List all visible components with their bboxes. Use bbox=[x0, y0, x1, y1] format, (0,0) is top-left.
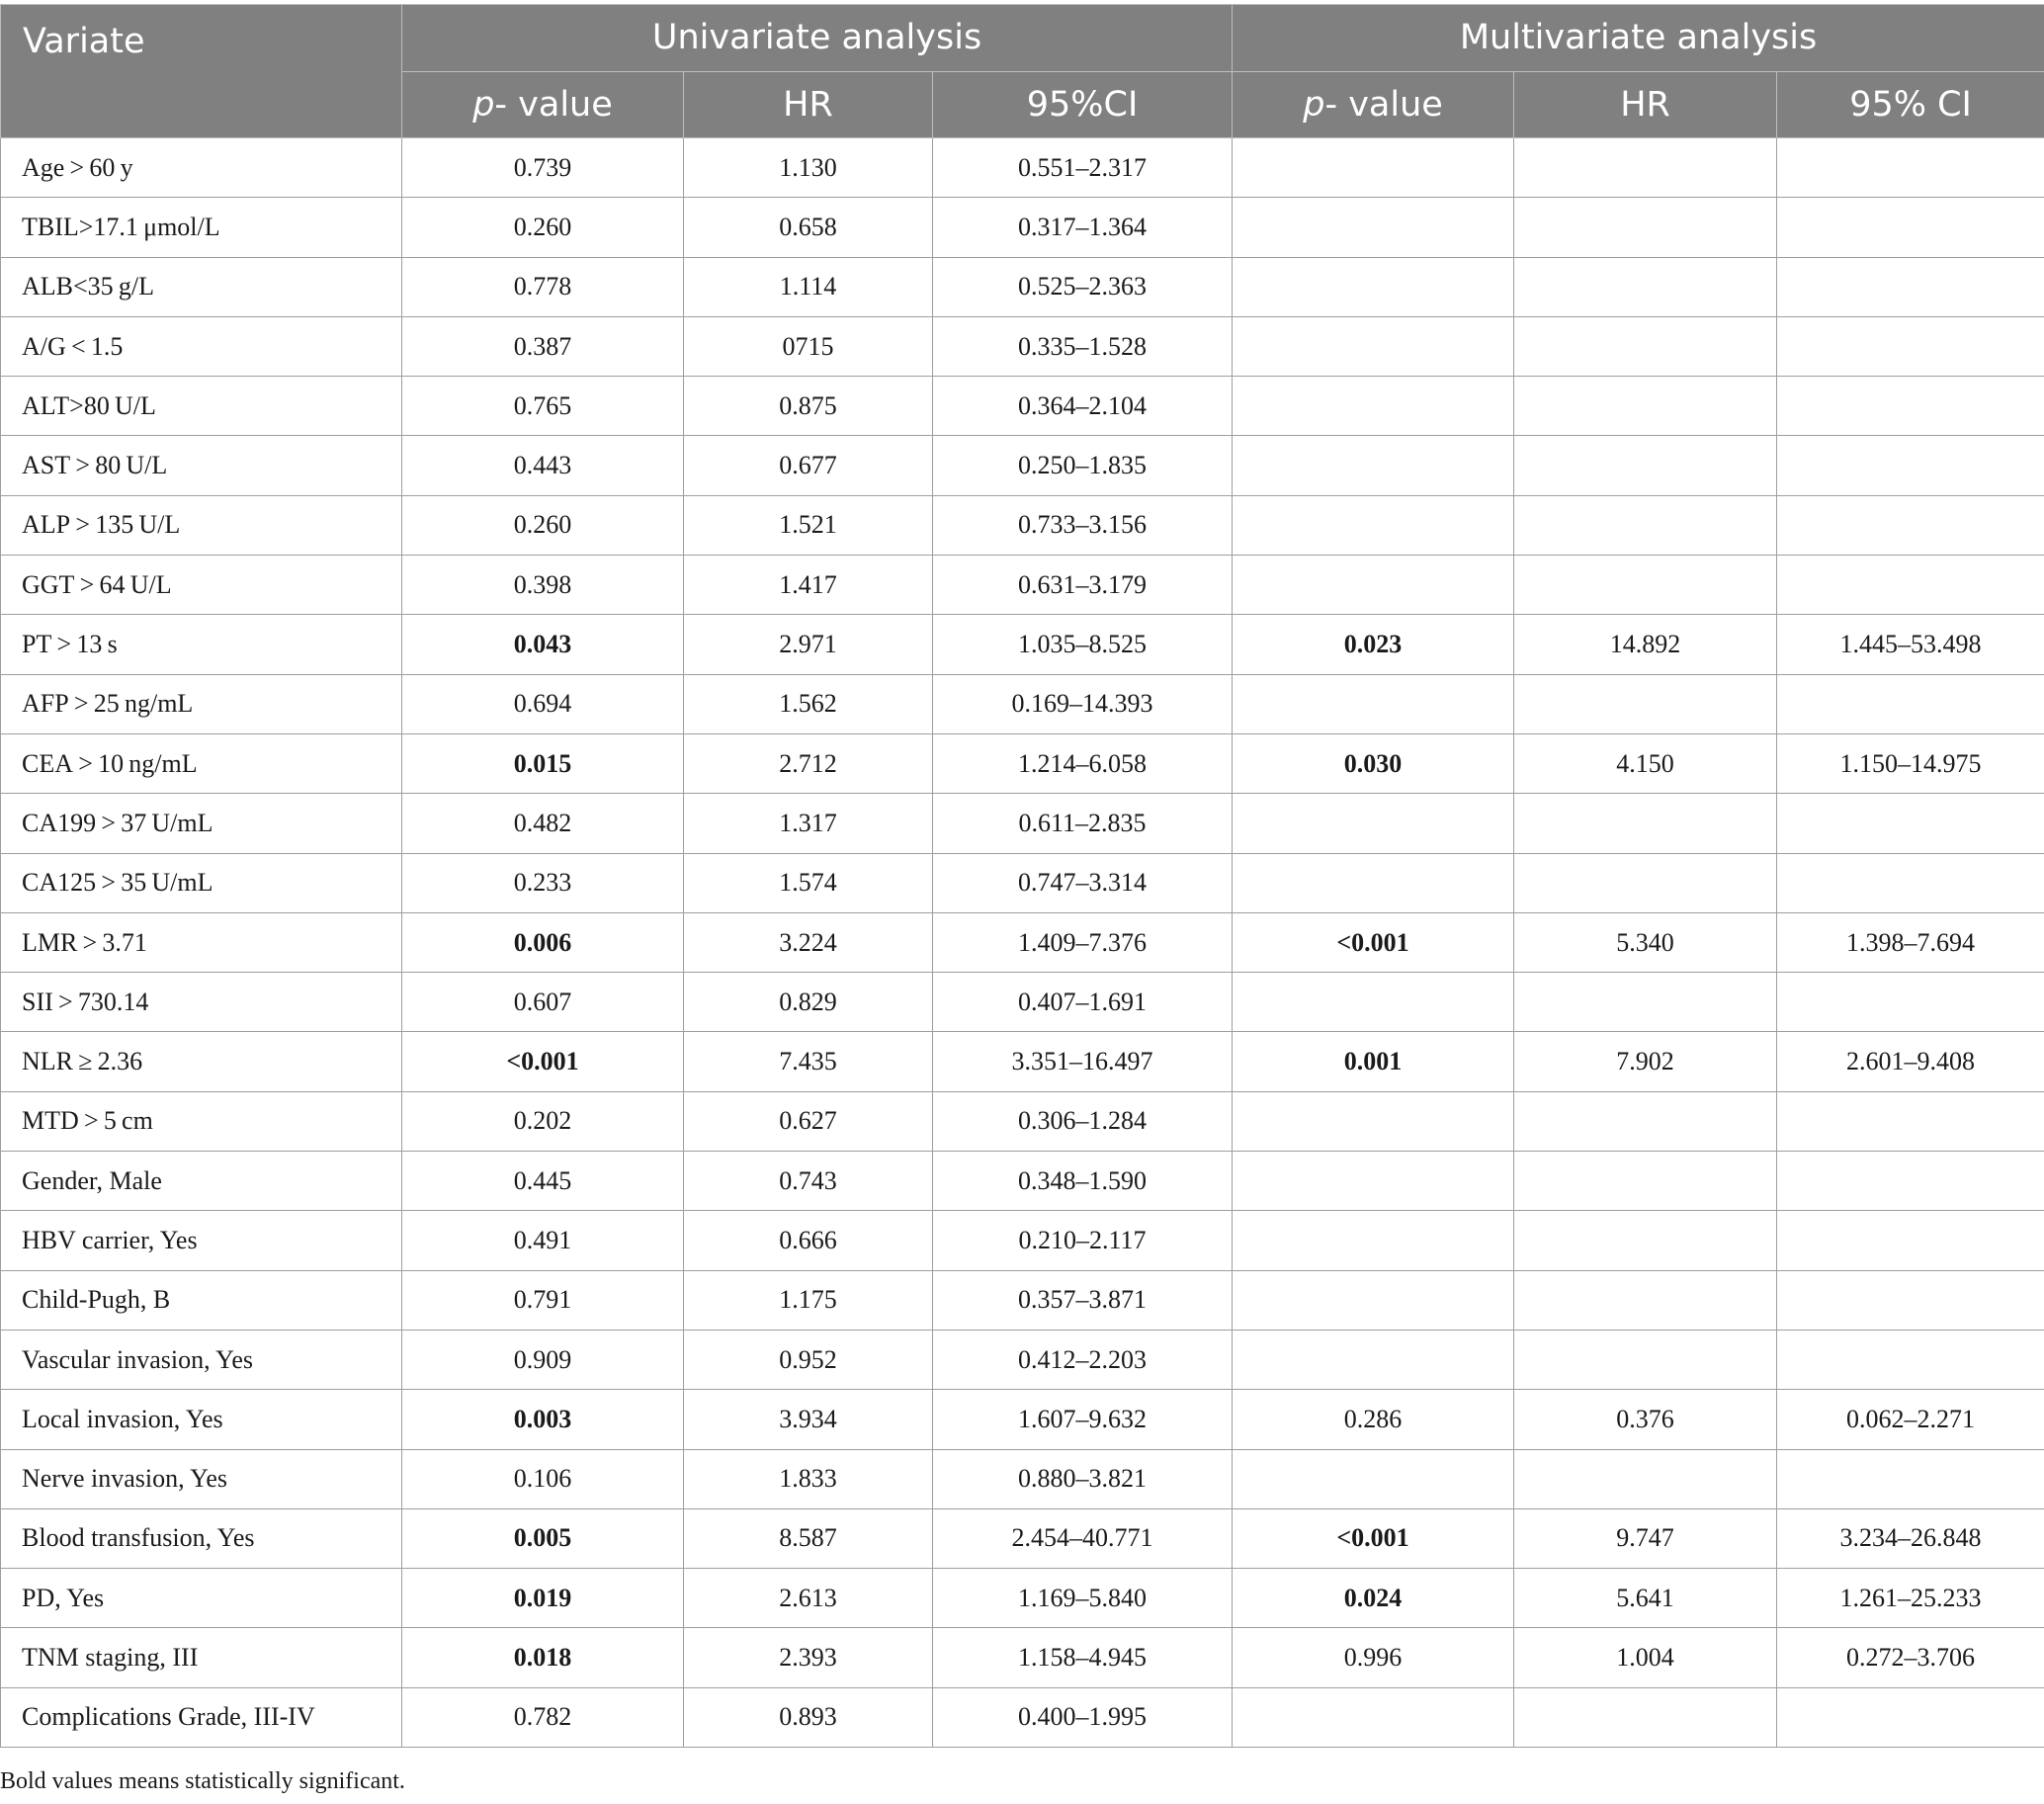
cell-variate: PT > 13 s bbox=[1, 615, 402, 674]
cell-uni-ci: 0.348–1.590 bbox=[933, 1152, 1233, 1211]
cell-uni-p-value: 0.445 bbox=[402, 1152, 684, 1211]
table-row bbox=[1, 257, 2044, 316]
cell-uni-ci: 0.400–1.995 bbox=[933, 1687, 1233, 1747]
table-row bbox=[1, 1687, 2044, 1747]
cell-variate: AFP > 25 ng/mL bbox=[1, 674, 402, 733]
cell-uni-ci: 0.306–1.284 bbox=[933, 1091, 1233, 1151]
cell-multi-hr: 5.340 bbox=[1514, 912, 1777, 972]
cell-uni-hr: 1.114 bbox=[684, 257, 933, 316]
table-row bbox=[1, 1569, 2044, 1628]
cell-uni-hr: 2.393 bbox=[684, 1628, 933, 1687]
cell-multi-hr bbox=[1514, 1449, 1777, 1508]
cell-uni-hr: 8.587 bbox=[684, 1508, 933, 1568]
cell-variate: CA199 > 37 U/mL bbox=[1, 794, 402, 853]
cell-multi-p-value bbox=[1233, 436, 1514, 495]
header-multi-hr: HR bbox=[1514, 72, 1777, 138]
header-uni-p-rest: - value bbox=[494, 84, 613, 125]
table-row bbox=[1, 138, 2044, 198]
cell-multi-ci: 0.062–2.271 bbox=[1777, 1390, 2044, 1449]
cell-uni-ci: 0.880–3.821 bbox=[933, 1449, 1233, 1508]
header-multivariate: Multivariate analysis bbox=[1233, 5, 2044, 72]
cell-multi-hr bbox=[1514, 556, 1777, 615]
cell-variate: Gender, Male bbox=[1, 1152, 402, 1211]
cell-uni-ci: 0.357–3.871 bbox=[933, 1270, 1233, 1330]
cell-multi-p-value bbox=[1233, 1330, 1514, 1389]
cell-uni-hr: 0.875 bbox=[684, 377, 933, 436]
cell-uni-p-value: 0.260 bbox=[402, 495, 684, 555]
cell-multi-ci bbox=[1777, 1091, 2044, 1151]
cell-uni-p-value: 0.607 bbox=[402, 973, 684, 1032]
header-uni-ci: 95%CI bbox=[933, 72, 1233, 138]
cell-uni-p-value: 0.202 bbox=[402, 1091, 684, 1151]
cell-uni-hr: 1.417 bbox=[684, 556, 933, 615]
cell-variate: TBIL>17.1 μmol/L bbox=[1, 198, 402, 257]
cell-multi-ci bbox=[1777, 316, 2044, 376]
cell-uni-ci: 0.210–2.117 bbox=[933, 1211, 1233, 1270]
table-row bbox=[1, 198, 2044, 257]
cell-multi-hr: 4.150 bbox=[1514, 733, 1777, 793]
cell-multi-ci: 1.150–14.975 bbox=[1777, 733, 2044, 793]
cell-uni-p-value: 0.909 bbox=[402, 1330, 684, 1389]
cell-multi-hr bbox=[1514, 1330, 1777, 1389]
cell-uni-ci: 1.035–8.525 bbox=[933, 615, 1233, 674]
cell-multi-ci bbox=[1777, 138, 2044, 198]
cell-uni-hr: 3.224 bbox=[684, 912, 933, 972]
cell-multi-ci bbox=[1777, 495, 2044, 555]
cell-multi-hr bbox=[1514, 973, 1777, 1032]
cell-multi-hr bbox=[1514, 138, 1777, 198]
table-row bbox=[1, 556, 2044, 615]
header-uni-p-symbol: p bbox=[472, 84, 495, 125]
table-row bbox=[1, 316, 2044, 376]
cell-variate: Child-Pugh, B bbox=[1, 1270, 402, 1330]
cell-multi-hr bbox=[1514, 436, 1777, 495]
cell-uni-p-value: 0.006 bbox=[402, 912, 684, 972]
cell-uni-p-value: 0.005 bbox=[402, 1508, 684, 1568]
table-row bbox=[1, 1628, 2044, 1687]
cell-multi-p-value bbox=[1233, 1211, 1514, 1270]
cell-uni-p-value: 0.043 bbox=[402, 615, 684, 674]
cell-multi-ci: 2.601–9.408 bbox=[1777, 1032, 2044, 1091]
cell-multi-p-value bbox=[1233, 973, 1514, 1032]
cell-variate: Vascular invasion, Yes bbox=[1, 1330, 402, 1389]
cell-multi-p-value: 0.996 bbox=[1233, 1628, 1514, 1687]
cell-uni-ci: 0.169–14.393 bbox=[933, 674, 1233, 733]
cell-uni-hr: 0.627 bbox=[684, 1091, 933, 1151]
cell-multi-ci bbox=[1777, 556, 2044, 615]
cell-uni-p-value: 0.260 bbox=[402, 198, 684, 257]
table-row bbox=[1, 436, 2044, 495]
cell-multi-hr bbox=[1514, 794, 1777, 853]
cell-multi-p-value bbox=[1233, 1152, 1514, 1211]
cell-multi-hr bbox=[1514, 674, 1777, 733]
cell-variate: HBV carrier, Yes bbox=[1, 1211, 402, 1270]
cell-multi-hr: 1.004 bbox=[1514, 1628, 1777, 1687]
table-row bbox=[1, 1211, 2044, 1270]
cell-multi-ci: 1.261–25.233 bbox=[1777, 1569, 2044, 1628]
cell-multi-ci bbox=[1777, 198, 2044, 257]
cell-uni-ci: 1.607–9.632 bbox=[933, 1390, 1233, 1449]
cell-multi-hr bbox=[1514, 1270, 1777, 1330]
table-row bbox=[1, 912, 2044, 972]
cell-multi-p-value: 0.024 bbox=[1233, 1569, 1514, 1628]
cell-multi-hr: 9.747 bbox=[1514, 1508, 1777, 1568]
cell-uni-ci: 0.317–1.364 bbox=[933, 198, 1233, 257]
cell-multi-hr bbox=[1514, 1091, 1777, 1151]
cell-uni-hr: 0.677 bbox=[684, 436, 933, 495]
cell-multi-p-value bbox=[1233, 316, 1514, 376]
table-row bbox=[1, 1508, 2044, 1568]
cell-variate: Local invasion, Yes bbox=[1, 1390, 402, 1449]
cell-uni-hr: 0.658 bbox=[684, 198, 933, 257]
cell-uni-p-value: 0.233 bbox=[402, 853, 684, 912]
cell-uni-hr: 1.833 bbox=[684, 1449, 933, 1508]
cell-uni-p-value: 0.782 bbox=[402, 1687, 684, 1747]
header-uni-hr: HR bbox=[684, 72, 933, 138]
cell-variate: ALP > 135 U/L bbox=[1, 495, 402, 555]
cell-uni-ci: 0.733–3.156 bbox=[933, 495, 1233, 555]
cell-uni-p-value: 0.491 bbox=[402, 1211, 684, 1270]
cell-multi-ci: 1.398–7.694 bbox=[1777, 912, 2044, 972]
table-row bbox=[1, 1032, 2044, 1091]
cell-multi-hr: 14.892 bbox=[1514, 615, 1777, 674]
cell-multi-ci bbox=[1777, 853, 2044, 912]
cell-uni-ci: 1.409–7.376 bbox=[933, 912, 1233, 972]
cell-multi-ci bbox=[1777, 1211, 2044, 1270]
cell-variate: CA125 > 35 U/mL bbox=[1, 853, 402, 912]
table-row bbox=[1, 1270, 2044, 1330]
cell-multi-p-value bbox=[1233, 556, 1514, 615]
cell-uni-ci: 0.747–3.314 bbox=[933, 853, 1233, 912]
cell-multi-hr bbox=[1514, 198, 1777, 257]
cell-uni-ci: 1.214–6.058 bbox=[933, 733, 1233, 793]
cell-multi-p-value bbox=[1233, 198, 1514, 257]
cell-variate: ALT>80 U/L bbox=[1, 377, 402, 436]
cell-uni-hr: 1.130 bbox=[684, 138, 933, 198]
cell-uni-ci: 0.364–2.104 bbox=[933, 377, 1233, 436]
table-row bbox=[1, 674, 2044, 733]
cell-multi-hr: 5.641 bbox=[1514, 1569, 1777, 1628]
table-row bbox=[1, 853, 2044, 912]
cell-multi-ci bbox=[1777, 377, 2044, 436]
cell-multi-hr bbox=[1514, 853, 1777, 912]
cell-uni-p-value: 0.106 bbox=[402, 1449, 684, 1508]
footnote: Bold values means statistically significant. bbox=[0, 1768, 405, 1794]
cell-uni-hr: 0.829 bbox=[684, 973, 933, 1032]
cell-multi-ci bbox=[1777, 1152, 2044, 1211]
table-body bbox=[1, 138, 2044, 1748]
cell-multi-p-value bbox=[1233, 257, 1514, 316]
cell-multi-p-value: 0.286 bbox=[1233, 1390, 1514, 1449]
cell-multi-ci: 0.272–3.706 bbox=[1777, 1628, 2044, 1687]
cell-uni-p-value: 0.018 bbox=[402, 1628, 684, 1687]
cell-variate: Nerve invasion, Yes bbox=[1, 1449, 402, 1508]
cell-multi-p-value bbox=[1233, 1687, 1514, 1747]
cell-multi-hr: 7.902 bbox=[1514, 1032, 1777, 1091]
cell-uni-hr: 1.521 bbox=[684, 495, 933, 555]
cell-variate: TNM staging, III bbox=[1, 1628, 402, 1687]
cell-uni-hr: 2.613 bbox=[684, 1569, 933, 1628]
cell-uni-p-value: 0.443 bbox=[402, 436, 684, 495]
cell-uni-p-value: 0.003 bbox=[402, 1390, 684, 1449]
cell-uni-hr: 0.952 bbox=[684, 1330, 933, 1389]
header-multi-ci: 95% CI bbox=[1777, 72, 2044, 138]
cell-multi-hr bbox=[1514, 316, 1777, 376]
cell-uni-hr: 0.666 bbox=[684, 1211, 933, 1270]
cell-multi-ci bbox=[1777, 973, 2044, 1032]
cell-uni-ci: 3.351–16.497 bbox=[933, 1032, 1233, 1091]
header-multi-p-rest: - value bbox=[1324, 84, 1443, 125]
cell-multi-p-value: 0.001 bbox=[1233, 1032, 1514, 1091]
cell-uni-p-value: 0.739 bbox=[402, 138, 684, 198]
cell-uni-hr: 2.712 bbox=[684, 733, 933, 793]
cell-uni-p-value: 0.482 bbox=[402, 794, 684, 853]
cell-multi-p-value bbox=[1233, 794, 1514, 853]
table-row bbox=[1, 1091, 2044, 1151]
cell-multi-p-value bbox=[1233, 1449, 1514, 1508]
cell-uni-p-value: 0.694 bbox=[402, 674, 684, 733]
table-row bbox=[1, 973, 2044, 1032]
cell-uni-p-value: 0.778 bbox=[402, 257, 684, 316]
cell-uni-ci: 0.335–1.528 bbox=[933, 316, 1233, 376]
cell-multi-p-value bbox=[1233, 495, 1514, 555]
cell-uni-hr: 0715 bbox=[684, 316, 933, 376]
table-row bbox=[1, 794, 2044, 853]
table-row bbox=[1, 495, 2044, 555]
cell-multi-p-value bbox=[1233, 1270, 1514, 1330]
cell-uni-p-value: 0.015 bbox=[402, 733, 684, 793]
cell-uni-hr: 7.435 bbox=[684, 1032, 933, 1091]
table-row bbox=[1, 1152, 2044, 1211]
cell-variate: GGT > 64 U/L bbox=[1, 556, 402, 615]
cell-multi-hr bbox=[1514, 1211, 1777, 1270]
cell-multi-p-value bbox=[1233, 1091, 1514, 1151]
cell-multi-p-value bbox=[1233, 138, 1514, 198]
cell-multi-p-value bbox=[1233, 853, 1514, 912]
cell-uni-p-value: 0.019 bbox=[402, 1569, 684, 1628]
cell-multi-ci bbox=[1777, 1687, 2044, 1747]
cell-multi-ci bbox=[1777, 674, 2044, 733]
cell-uni-p-value: <0.001 bbox=[402, 1032, 684, 1091]
cell-multi-hr bbox=[1514, 1687, 1777, 1747]
cell-uni-ci: 0.611–2.835 bbox=[933, 794, 1233, 853]
cell-multi-hr bbox=[1514, 377, 1777, 436]
cell-multi-p-value: <0.001 bbox=[1233, 912, 1514, 972]
cell-uni-ci: 1.158–4.945 bbox=[933, 1628, 1233, 1687]
cell-uni-hr: 3.934 bbox=[684, 1390, 933, 1449]
cell-multi-ci bbox=[1777, 436, 2044, 495]
cell-uni-hr: 0.893 bbox=[684, 1687, 933, 1747]
cell-multi-p-value: 0.030 bbox=[1233, 733, 1514, 793]
header-multi-p-symbol: p bbox=[1303, 84, 1325, 125]
cell-variate: Age > 60 y bbox=[1, 138, 402, 198]
table-row bbox=[1, 1330, 2044, 1389]
header-multi-p-value bbox=[1233, 72, 1514, 138]
cell-multi-p-value bbox=[1233, 377, 1514, 436]
cell-uni-p-value: 0.387 bbox=[402, 316, 684, 376]
table-header bbox=[1, 5, 2044, 138]
cell-multi-p-value: <0.001 bbox=[1233, 1508, 1514, 1568]
cell-multi-hr bbox=[1514, 495, 1777, 555]
cell-multi-ci bbox=[1777, 1270, 2044, 1330]
cell-uni-ci: 1.169–5.840 bbox=[933, 1569, 1233, 1628]
cell-uni-ci: 0.407–1.691 bbox=[933, 973, 1233, 1032]
cell-variate: PD, Yes bbox=[1, 1569, 402, 1628]
cell-multi-ci bbox=[1777, 794, 2044, 853]
cell-uni-hr: 1.562 bbox=[684, 674, 933, 733]
cell-uni-ci: 0.412–2.203 bbox=[933, 1330, 1233, 1389]
cell-multi-ci: 1.445–53.498 bbox=[1777, 615, 2044, 674]
cell-uni-hr: 1.574 bbox=[684, 853, 933, 912]
cell-variate: A/G < 1.5 bbox=[1, 316, 402, 376]
cell-variate: SII > 730.14 bbox=[1, 973, 402, 1032]
results-table bbox=[0, 4, 2044, 1748]
cell-uni-ci: 2.454–40.771 bbox=[933, 1508, 1233, 1568]
cell-uni-hr: 1.317 bbox=[684, 794, 933, 853]
header-univariate: Univariate analysis bbox=[402, 5, 1233, 72]
cell-variate: CEA > 10 ng/mL bbox=[1, 733, 402, 793]
cell-uni-ci: 0.250–1.835 bbox=[933, 436, 1233, 495]
cell-multi-hr bbox=[1514, 1152, 1777, 1211]
cell-variate: LMR > 3.71 bbox=[1, 912, 402, 972]
table-row bbox=[1, 1449, 2044, 1508]
table-row bbox=[1, 377, 2044, 436]
cell-multi-p-value: 0.023 bbox=[1233, 615, 1514, 674]
cell-uni-ci: 0.631–3.179 bbox=[933, 556, 1233, 615]
cell-multi-ci bbox=[1777, 1449, 2044, 1508]
cell-uni-p-value: 0.398 bbox=[402, 556, 684, 615]
cell-multi-hr bbox=[1514, 257, 1777, 316]
cell-multi-ci bbox=[1777, 1330, 2044, 1389]
table-row bbox=[1, 1390, 2044, 1449]
cell-uni-p-value: 0.765 bbox=[402, 377, 684, 436]
cell-variate: AST > 80 U/L bbox=[1, 436, 402, 495]
cell-uni-hr: 0.743 bbox=[684, 1152, 933, 1211]
cell-uni-ci: 0.525–2.363 bbox=[933, 257, 1233, 316]
cell-multi-ci bbox=[1777, 257, 2044, 316]
cell-variate: Complications Grade, III-IV bbox=[1, 1687, 402, 1747]
table-row bbox=[1, 615, 2044, 674]
cell-uni-hr: 2.971 bbox=[684, 615, 933, 674]
cell-multi-ci: 3.234–26.848 bbox=[1777, 1508, 2044, 1568]
cell-variate: ALB<35 g/L bbox=[1, 257, 402, 316]
header-uni-p-value bbox=[402, 72, 684, 138]
cell-uni-p-value: 0.791 bbox=[402, 1270, 684, 1330]
cell-variate: MTD > 5 cm bbox=[1, 1091, 402, 1151]
cell-variate: Blood transfusion, Yes bbox=[1, 1508, 402, 1568]
table-row bbox=[1, 733, 2044, 793]
cell-uni-hr: 1.175 bbox=[684, 1270, 933, 1330]
cell-uni-ci: 0.551–2.317 bbox=[933, 138, 1233, 198]
cell-multi-hr: 0.376 bbox=[1514, 1390, 1777, 1449]
cell-variate: NLR ≥ 2.36 bbox=[1, 1032, 402, 1091]
header-variate: Variate bbox=[1, 5, 402, 138]
cell-multi-p-value bbox=[1233, 674, 1514, 733]
